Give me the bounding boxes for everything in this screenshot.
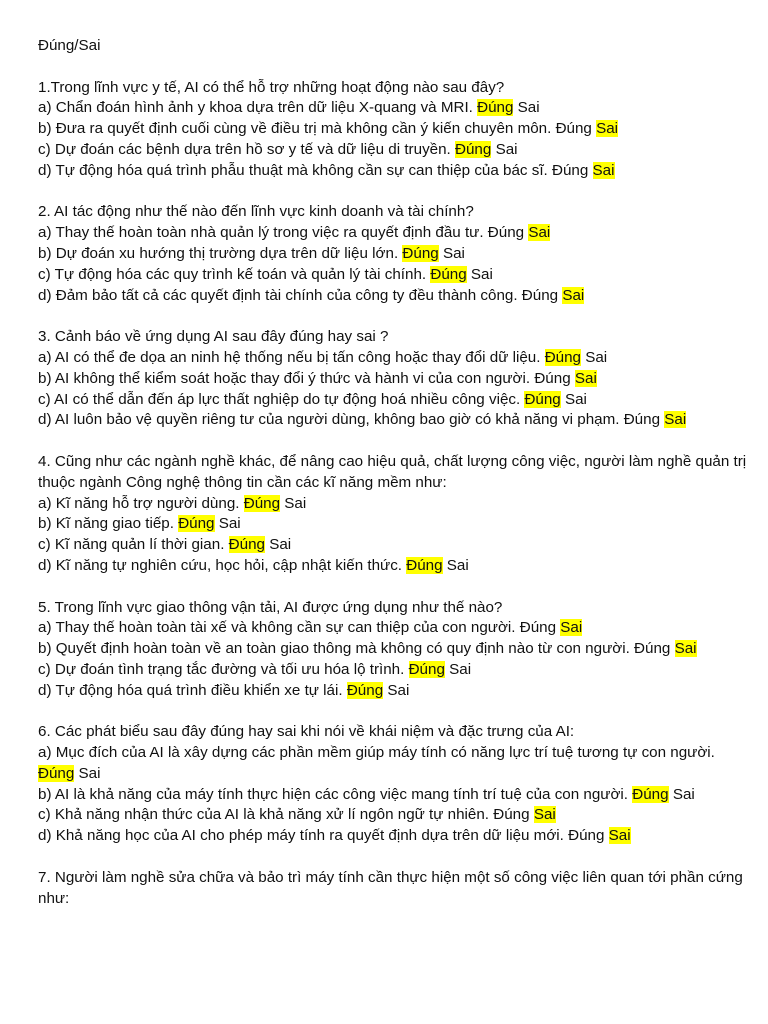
statement-text: a) Thay thế hoàn toàn tài xế và không cần sự can thiệp của con người. xyxy=(38,619,516,637)
statement-item xyxy=(38,681,750,702)
statement-text: b) Quyết định hoàn toàn về an toàn giao thông mà không có quy định nào từ con người. xyxy=(38,640,630,658)
option-sai: Sai xyxy=(528,224,551,242)
option-sai: Sai xyxy=(674,640,697,658)
option-sai: Sai xyxy=(517,99,540,117)
option-dung: Đúng xyxy=(632,785,669,803)
statement-text: b) Đưa ra quyết định cuối cùng về điều trị mà không cần ý kiến chuyên môn. xyxy=(38,120,552,138)
option-sai: Sai xyxy=(564,390,587,408)
question-block xyxy=(38,327,750,431)
option-sai: Sai xyxy=(560,619,583,637)
statement-item xyxy=(38,119,750,140)
question-text: 5. Trong lĩnh vực giao thông vận tải, AI được ứng dụng như thế nào? xyxy=(38,598,503,616)
option-sai: Sai xyxy=(608,827,631,845)
statement-item xyxy=(38,535,750,556)
statement-item xyxy=(38,410,750,431)
statement-text: b) AI là khả năng của máy tính thực hiện các công việc mang tính trí tuệ của con người. xyxy=(38,785,629,803)
statement-text: c) Khả năng nhận thức của AI là khả năng xử lí ngôn ngữ tự nhiên. xyxy=(38,806,490,824)
option-dung: Đúng xyxy=(408,660,445,678)
question-text: 1.Trong lĩnh vực y tế, AI có thể hỗ trợ những hoạt động nào sau đây? xyxy=(38,78,505,96)
option-sai: Sai xyxy=(574,369,597,387)
question-block xyxy=(38,722,750,847)
statement-text: a) AI có thể đe dọa an ninh hệ thống nếu bị tấn công hoặc thay đổi dữ liệu. xyxy=(38,348,541,366)
statement-item xyxy=(38,743,750,785)
statement-item xyxy=(38,161,750,182)
statement-text: c) Kĩ năng quản lí thời gian. xyxy=(38,536,225,554)
option-dung: Đúng xyxy=(38,764,75,782)
option-dung: Đúng xyxy=(493,806,530,824)
option-dung: Đúng xyxy=(534,369,571,387)
option-dung: Đúng xyxy=(568,827,605,845)
statement-text: a) Mục đích của AI là xây dựng các phần mềm giúp máy tính có năng lực trí tuệ tương tự con người. xyxy=(38,744,715,762)
statement-item xyxy=(38,494,750,515)
statement-item xyxy=(38,140,750,161)
statement-item xyxy=(38,660,750,681)
option-dung: Đúng xyxy=(623,411,661,429)
statement-text: b) AI không thể kiểm soát hoặc thay đổi ý thức và hành vi của con người. xyxy=(38,369,531,387)
option-dung: Đúng xyxy=(178,515,215,533)
option-dung: Đúng xyxy=(406,556,443,574)
option-dung: Đúng xyxy=(555,120,592,138)
statement-item xyxy=(38,556,750,577)
option-sai: Sai xyxy=(596,120,619,138)
question-block xyxy=(38,868,750,910)
statement-text: a) Kĩ năng hỗ trợ người dùng. xyxy=(38,494,240,512)
option-dung: Đúng xyxy=(552,161,589,179)
statement-text: d) Tự động hóa quá trình điều khiển xe tự lái. xyxy=(38,681,343,699)
option-dung: Đúng xyxy=(524,390,561,408)
option-sai: Sai xyxy=(470,265,493,283)
option-dung: Đúng xyxy=(346,681,384,699)
statement-text: c) Dự đoán các bệnh dựa trên hồ sơ y tế và dữ liệu di truyền. xyxy=(38,140,451,158)
statement-text: b) Dự đoán xu hướng thị trường dựa trên dữ liệu lớn. xyxy=(38,244,399,262)
option-dung: Đúng xyxy=(544,348,581,366)
statement-item xyxy=(38,639,750,660)
statement-text: a) Chẩn đoán hình ảnh y khoa dựa trên dữ liệu X-quang và MRI. xyxy=(38,99,473,117)
question-block xyxy=(38,202,750,306)
question-block xyxy=(38,78,750,182)
statement-item xyxy=(38,390,750,411)
option-sai: Sai xyxy=(284,494,307,512)
option-dung: Đúng xyxy=(477,99,514,117)
option-sai: Sai xyxy=(78,764,101,782)
statement-text: d) Tự động hóa quá trình phẫu thuật mà không cần sự can thiệp của bác sĩ. xyxy=(38,161,548,179)
option-dung: Đúng xyxy=(455,140,492,158)
statement-text: d) Đảm bảo tất cả các quyết định tài chính của công ty đều thành công. xyxy=(38,286,518,304)
option-dung: Đúng xyxy=(228,536,265,554)
statement-item xyxy=(38,514,750,535)
statement-item xyxy=(38,244,750,265)
page-title: Đúng/Sai xyxy=(38,37,101,54)
statement-text: d) Kĩ năng tự nghiên cứu, học hỏi, cập nhật kiến thức. xyxy=(38,556,403,574)
statement-text: c) Tự động hóa các quy trình kế toán và quản lý tài chính. xyxy=(38,265,427,283)
option-dung: Đúng xyxy=(634,640,671,658)
statement-item xyxy=(38,286,750,307)
statement-item xyxy=(38,826,750,847)
option-dung: Đúng xyxy=(487,224,525,242)
option-sai: Sai xyxy=(442,244,465,262)
option-sai: Sai xyxy=(446,556,469,574)
statement-text: d) AI luôn bảo vệ quyền riêng tư của người dùng, không bao giờ có khả năng vi phạm. xyxy=(38,411,620,429)
statement-item xyxy=(38,98,750,119)
statement-item xyxy=(38,348,750,369)
statement-item xyxy=(38,785,750,806)
question-block xyxy=(38,452,750,577)
option-sai: Sai xyxy=(269,536,292,554)
statement-text: d) Khả năng học của AI cho phép máy tính ra quyết định dựa trên dữ liệu mới. xyxy=(38,827,564,845)
option-sai: Sai xyxy=(664,411,687,429)
question-list xyxy=(38,78,750,910)
statement-text: b) Kĩ năng giao tiếp. xyxy=(38,515,174,533)
option-dung: Đúng xyxy=(243,494,281,512)
option-sai: Sai xyxy=(449,660,472,678)
statement-item xyxy=(38,805,750,826)
question-text: 7. Người làm nghề sửa chữa và bảo trì máy tính cần thực hiện một số công việc liên quan tới phần cứng như: xyxy=(38,868,743,907)
option-sai: Sai xyxy=(672,785,695,803)
option-dung: Đúng xyxy=(430,265,467,283)
option-sai: Sai xyxy=(585,348,608,366)
statement-text: c) Dự đoán tình trạng tắc đường và tối ưu hóa lộ trình. xyxy=(38,660,405,678)
statement-item xyxy=(38,369,750,390)
document-body xyxy=(38,36,750,930)
question-text: 4. Cũng như các ngành nghề khác, để nâng cao hiệu quả, chất lượng công việc, người làm nghề quản trị thuộc ngành Công nghệ thông tin cần các kĩ năng mềm như: xyxy=(38,452,747,491)
statement-item xyxy=(38,223,750,244)
option-dung: Đúng xyxy=(521,286,559,304)
option-dung: Đúng xyxy=(402,244,439,262)
statement-item xyxy=(38,618,750,639)
option-sai: Sai xyxy=(533,806,556,824)
question-text: 3. Cảnh báo về ứng dụng AI sau đây đúng hay sai ? xyxy=(38,328,389,346)
option-sai: Sai xyxy=(562,286,585,304)
statement-text: c) AI có thể dẫn đến áp lực thất nghiệp do tự động hoá nhiều công việc. xyxy=(38,390,521,408)
question-text: 2. AI tác động như thế nào đến lĩnh vực kinh doanh và tài chính? xyxy=(38,203,474,221)
statement-text: a) Thay thế hoàn toàn nhà quản lý trong việc ra quyết định đầu tư. xyxy=(38,224,484,242)
option-sai: Sai xyxy=(387,681,410,699)
question-block xyxy=(38,598,750,702)
statement-item xyxy=(38,265,750,286)
option-sai: Sai xyxy=(218,515,241,533)
option-dung: Đúng xyxy=(519,619,557,637)
option-sai: Sai xyxy=(592,161,615,179)
question-text: 6. Các phát biểu sau đây đúng hay sai khi nói về khái niệm và đặc trưng của AI: xyxy=(38,723,575,741)
option-sai: Sai xyxy=(495,140,518,158)
